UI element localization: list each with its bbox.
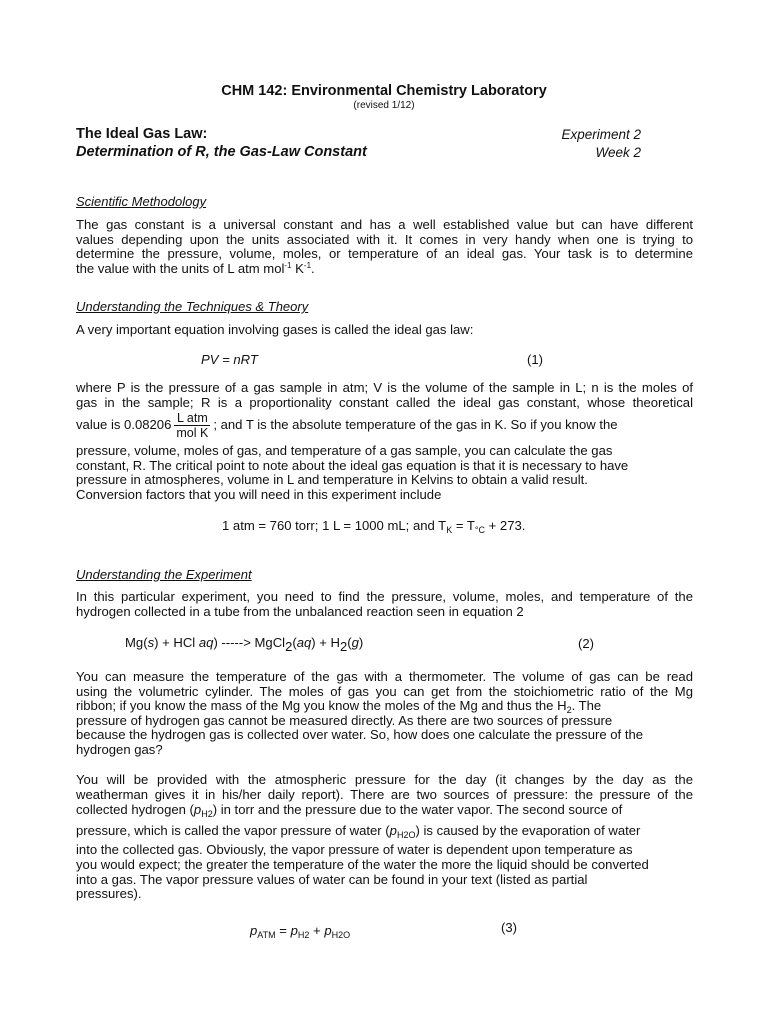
- week-number: Week 2: [595, 145, 641, 160]
- text-run: the value with the units of L atm mol: [76, 260, 285, 276]
- lab-title: The Ideal Gas Law:: [76, 126, 208, 142]
- experiment-paragraph-2: [76, 670, 693, 758]
- section-heading-theory: Understanding the Techniques & Theory: [76, 299, 309, 314]
- text-line: where P is the pressure of a gas sample in atm; V is the volume of the sample in L; n is the moles of: [76, 380, 693, 395]
- text-line: pressure in atmospheres, volume in L and temperature in Kelvins to obtain a valid result.: [76, 472, 588, 488]
- text-line: [76, 699, 693, 714]
- conversion-factors: [222, 518, 525, 533]
- variable: p: [324, 923, 332, 938]
- text-line: values depending upon the units associated with it. It comes in very handy when one is trying to: [76, 231, 693, 247]
- text-line: into the collected gas. Obviously, the vapor pressure of water is dependent upon temperature as: [76, 842, 633, 858]
- text-line: hydrogen gas?: [76, 741, 163, 757]
- fraction-numerator: L atm: [174, 412, 210, 426]
- text-run: = T: [452, 518, 475, 533]
- variable: p: [389, 822, 397, 838]
- text-run: ; and T is the absolute temperature of the gas in K. So if you know the: [213, 416, 618, 432]
- text-run: 1 atm = 760 torr; 1 L = 1000 mL; and T: [222, 518, 447, 533]
- experiment-paragraph-3: [76, 773, 693, 902]
- text-run: (: [292, 635, 297, 650]
- text-line: weatherman gives it in his/her daily report). There are two sources of pressure: the pressure of the: [76, 786, 693, 802]
- state-symbol: g: [351, 635, 359, 650]
- section-heading-methodology: Scientific Methodology: [76, 194, 207, 209]
- state-symbol: aq: [198, 635, 214, 650]
- text-line: determine the pressure, volume, moles, or temperature of an ideal gas. Your task is to determine: [76, 246, 693, 262]
- text-line: into a gas. The vapor pressure values of water can be found in your text (listed as partial: [76, 871, 588, 887]
- text-line: gas in the sample; R is a proportionality constant called the ideal gas constant, whose theoretical: [76, 394, 693, 410]
- experiment-number: Experiment 2: [561, 127, 641, 142]
- partial-pressure-equation: [250, 923, 350, 938]
- equation-number-3: (3): [501, 920, 518, 935]
- state-symbol: aq: [296, 635, 312, 650]
- theory-paragraph: [76, 381, 693, 410]
- text-run: K: [291, 260, 304, 276]
- text-run: ) is caused by the evaporation of water: [415, 822, 641, 838]
- text-line: hydrogen collected in a tube from the unbalanced reaction seen in equation 2: [76, 603, 524, 619]
- subscript: H2: [297, 930, 310, 940]
- variable: p: [193, 802, 202, 818]
- text-line: pressures).: [76, 886, 142, 902]
- text-run: ) in torr and the pressure due to the water vapor. The second source of: [212, 802, 623, 818]
- text-line: pressure, volume, moles of gas, and temperature of a gas sample, you can calculate the gas: [76, 443, 613, 458]
- superscript: -1: [303, 260, 312, 270]
- text-line: you would expect; the greater the temperature of the water the more the liquid should be converted: [76, 856, 649, 872]
- text-line: The gas constant is a universal constant and has a well established value but can have different: [76, 217, 693, 232]
- section-heading-experiment: Understanding the Experiment: [76, 567, 252, 582]
- text-run: +: [309, 923, 325, 938]
- text-run: ribbon; if you know the mass of the Mg you know the moles of the Mg and thus the H: [76, 698, 567, 714]
- theory-paragraph-cont: [76, 444, 693, 502]
- text-line: [76, 824, 693, 839]
- subscript: H2O: [331, 930, 351, 940]
- experiment-intro: [76, 590, 693, 619]
- superscript: -1: [284, 260, 292, 270]
- text-run: Mg(: [125, 635, 148, 650]
- subscript: °C: [474, 525, 485, 535]
- gas-constant-value-line: [76, 412, 693, 439]
- text-line: [76, 262, 693, 277]
- variable: p: [250, 923, 258, 938]
- course-title: CHM 142: Environmental Chemistry Laboratory: [221, 83, 547, 99]
- subscript: 2: [285, 639, 293, 654]
- state-symbol: s: [147, 635, 155, 650]
- text-run: ) -----> MgCl: [213, 635, 286, 650]
- units-fraction: [174, 412, 210, 439]
- text-run: . The: [571, 698, 602, 714]
- text-line: You will be provided with the atmospheric pressure for the day (it changes by the day as the: [76, 772, 693, 787]
- text-line: You can measure the temperature of the gas with a thermometer. The volume of gas can be read: [76, 669, 693, 684]
- subscript: K: [446, 525, 453, 535]
- variable: p: [290, 923, 298, 938]
- text-run: value is 0.08206: [76, 416, 172, 432]
- reaction-equation: [125, 635, 364, 654]
- text-run: (: [347, 635, 352, 650]
- subscript: ATM: [257, 930, 276, 940]
- subscript: H2O: [396, 829, 416, 840]
- ideal-gas-equation: PV = nRT: [201, 352, 258, 367]
- text-run: ) + H: [311, 635, 341, 650]
- text-run: .: [311, 260, 315, 276]
- text-line: constant, R. The critical point to note about the ideal gas equation is that it is necessary to have: [76, 457, 629, 473]
- equation-number-2: (2): [578, 636, 595, 651]
- lab-subtitle: Determination of R, the Gas-Law Constant: [76, 144, 367, 160]
- subscript: 2: [566, 705, 572, 716]
- text-line: Conversion factors that you will need in this experiment include: [76, 486, 442, 502]
- text-line: because the hydrogen gas is collected over water. So, how does one calculate the pressure of the: [76, 727, 644, 743]
- text-run: ): [358, 635, 364, 650]
- subscript: 2: [340, 639, 348, 654]
- text-run: collected hydrogen (: [76, 802, 194, 818]
- text-run: pressure, which is called the vapor pressure of water (: [76, 822, 390, 838]
- equation-number-1: (1): [527, 352, 544, 367]
- methodology-paragraph: [76, 218, 693, 276]
- text-line: pressure of hydrogen gas cannot be measured directly. As there are two sources of pressure: [76, 712, 613, 728]
- text-line: In this particular experiment, you need to find the pressure, volume, moles, and temperature of the: [76, 589, 693, 604]
- theory-intro: A very important equation involving gases is called the ideal gas law:: [76, 322, 474, 337]
- revision-note: (revised 1/12): [353, 100, 415, 111]
- text-line: [76, 803, 693, 818]
- text-run: =: [275, 923, 291, 938]
- fraction-denominator: mol K: [176, 426, 209, 440]
- text-line: using the volumetric cylinder. The moles of gas you can get from the stoichiometric ratio of the Mg: [76, 683, 693, 699]
- text-run: + 273.: [485, 518, 526, 533]
- subscript: H2: [201, 809, 213, 820]
- text-run: ) + HCl: [154, 635, 199, 650]
